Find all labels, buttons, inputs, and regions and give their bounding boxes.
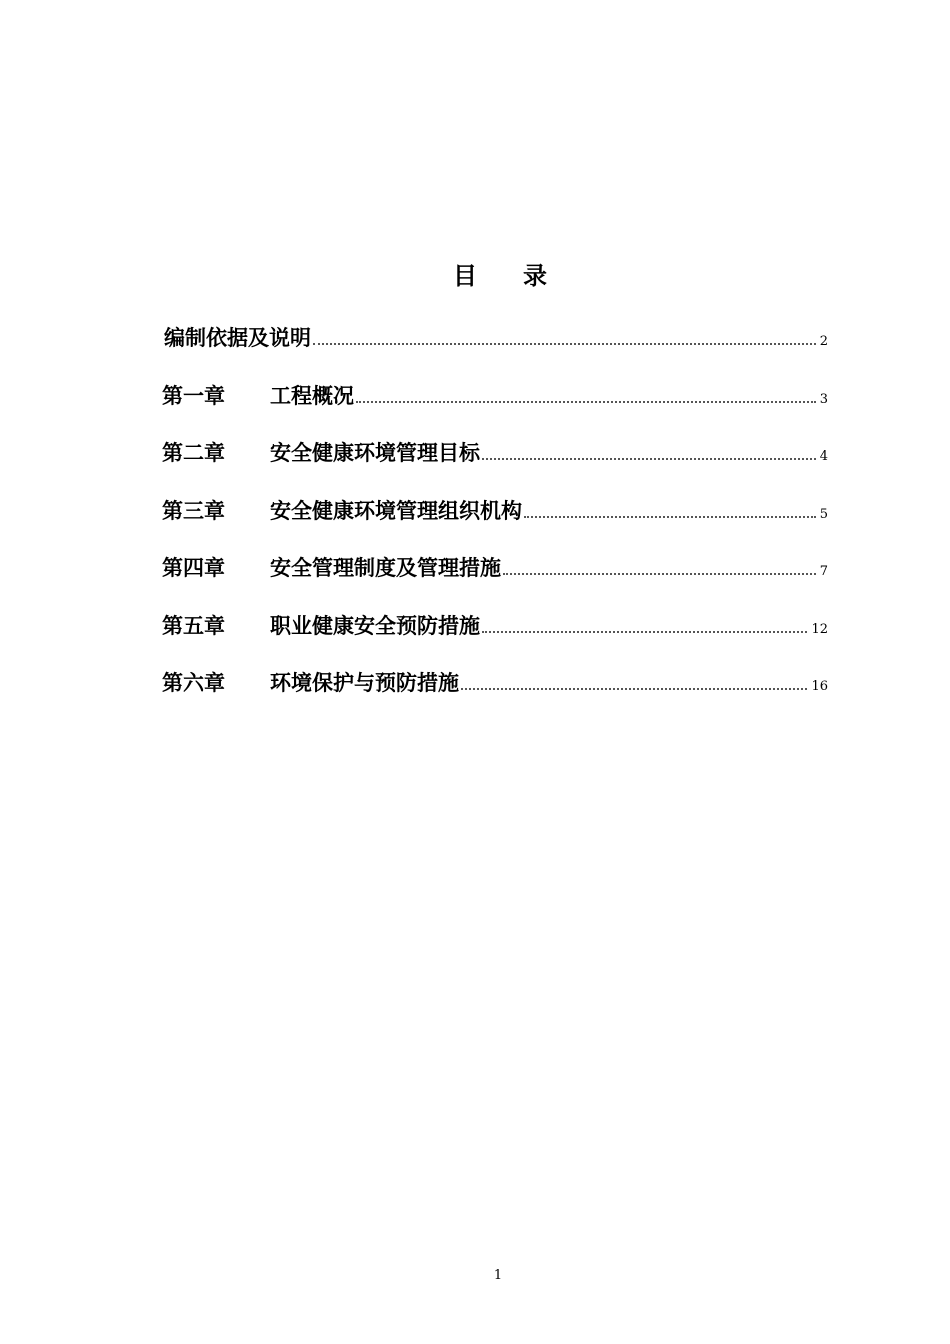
toc-entry-page: 12 [811, 621, 828, 637]
toc-entry-heading: 安全健康环境管理目标 [270, 441, 480, 465]
toc-entry-chapter: 第四章 [162, 556, 225, 580]
toc-entry-heading: 环境保护与预防措施 [270, 671, 459, 695]
toc-entry-chapter-6[interactable] [162, 659, 828, 697]
toc-leader-dots [482, 630, 807, 633]
toc-leader-dots [356, 400, 816, 403]
toc-leader-dots [313, 342, 816, 345]
toc-entry-chapter-1[interactable] [162, 372, 828, 410]
toc-entry-chapter: 第一章 [162, 383, 225, 408]
toc-entry-chapter-2[interactable] [162, 429, 828, 467]
toc-entry-chapter-3[interactable] [162, 487, 828, 525]
toc-entry-chapter: 第三章 [162, 498, 225, 523]
toc-title-char-2: 录 [523, 262, 547, 290]
toc-leader-dots [503, 572, 816, 575]
toc-leader-dots [524, 515, 816, 518]
toc-entry-heading: 安全管理制度及管理措施 [270, 556, 501, 580]
toc-entry-chapter: 第二章 [162, 441, 225, 465]
toc-list [162, 314, 828, 717]
toc-title-char-1: 目 [453, 262, 477, 290]
toc-entry-heading: 安全健康环境管理组织机构 [270, 498, 522, 523]
toc-entry-page: 2 [819, 334, 828, 349]
toc-entry-page: 3 [819, 391, 828, 407]
toc-entry-heading: 职业健康安全预防措施 [270, 613, 480, 638]
toc-entry-heading: 编制依据及说明 [164, 326, 311, 350]
toc-title [0, 256, 950, 291]
toc-entry-page: 5 [819, 506, 828, 522]
toc-entry-page: 7 [819, 564, 828, 579]
toc-entry-chapter: 第六章 [162, 671, 225, 695]
toc-entry-chapter-5[interactable] [162, 602, 828, 640]
toc-leader-dots [461, 687, 807, 690]
toc-entry-heading: 工程概况 [270, 383, 354, 408]
toc-entry-page: 16 [811, 679, 828, 694]
toc-entry-chapter: 第五章 [162, 613, 225, 638]
toc-entry-preface[interactable] [162, 314, 828, 352]
page-number-footer: 1 [493, 1268, 503, 1283]
toc-entry-page: 4 [819, 449, 828, 464]
toc-entry-chapter-4[interactable] [162, 544, 828, 582]
toc-leader-dots [482, 457, 816, 460]
